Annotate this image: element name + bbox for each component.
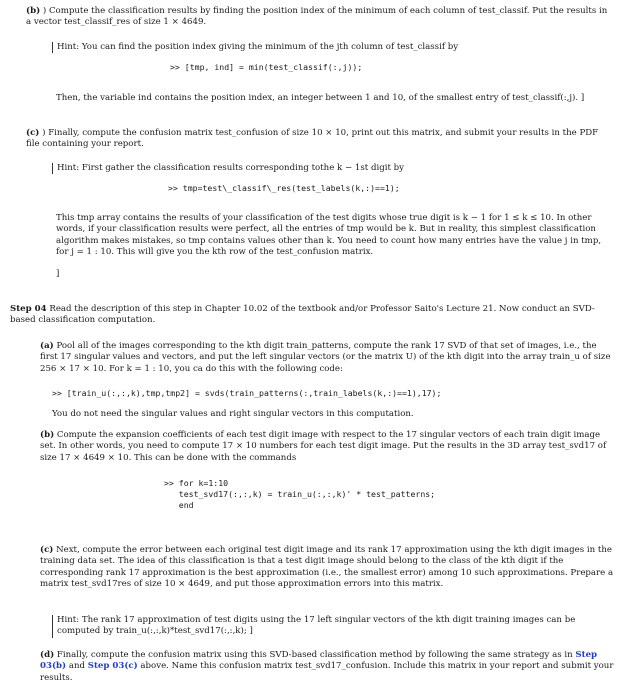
item-label: (b) [26,6,41,16]
item-text: Compute the expansion coefficients of each test digit image with respect to the 17 singular vectors of each train digit image set. In other words, you need to compute 17 × 10 numbers for each test digit image. Put the results in the 3D array test_svd17 of size 17 × 4649 × 10. This can be done with the commands [40,430,607,463]
step04 [10,304,615,327]
code-svds: >> [train_u(:,:,k),tmp,tmp2] = svds(train_patterns(:,train_labels(k,:)==1),17); [52,388,442,398]
hint-close-bracket: ] [56,269,60,279]
hint-text: Hint: The rank 17 approximation of test digits using the 17 left singular vectors of the kth digit training images can be computed by train_u(:,:,k)*test_svd17(:,:,k); ] [57,615,576,637]
item-text: ) Finally, compute the confusion matrix test_confusion of size 10 × 10, print out this matrix, and submit your results in the PDF file containing your report. [26,128,599,150]
item-label: (a) [40,341,54,351]
item-label: (c) [26,128,40,138]
item-text: Next, compute the error between each original test digit image and its rank 17 approximation using the kth digit images in the training data set. The idea of this classification is that a test digit image should belong to the class of the kth digit if the corresponding rank 17 approximation is the best approximation (i.e., the smallest error) among 10 such approximations. Prepare a matrix test_svd17res of size 10 × 4649, and put those approximation errors into this matrix. [40,545,614,590]
item-text: ) Compute the classification results by finding the position index of the minimum of each column of test_classif. Put the results in a vector test_classif_res of size 1 × 4649. [26,6,608,28]
item-text: Pool all of the images corresponding to the kth digit train_patterns, compute the rank 17 SVD of that set of images, i.e., the first 17 singular values and vectors, and put the left singular vectors (or the matrix U) of the kth digit into the array train_u of size 256 × 17 × 10. For k = 1 : 10, you ca do this with the following code: [40,341,611,374]
item-a-step04 [40,341,614,375]
item-label: (b) [40,430,55,440]
hint-c-step03 [52,163,615,174]
item-c-step04 [40,545,614,591]
item-label: (d) [40,650,55,660]
code-min: >> [tmp, ind] = min(test_classif(:,j)); [170,62,363,72]
link-step03c[interactable]: Step 03(c) [87,661,138,672]
after-b-step03: Then, the variable ind contains the position index, an integer between 1 and 10, of the smallest entry of test_classif(:,j). ] [56,93,585,103]
step-label: Step 04 [10,304,47,314]
item-c-step03 [26,128,614,151]
hint-c-step04 [52,615,617,638]
item-b-step03 [26,6,614,29]
step-text: Read the description of this step in Chapter 10.02 of the textbook and/or Professor Saito's Lecture 21. Now conduct an SVD-based classification computation. [10,304,595,326]
after-c-step03: This tmp array contains the results of your classification of the test digits whose true digit is k − 1 for 1 ≤ k ≤ 10. In other words, if your classification results were perfect, all the entries of tmp would be k. But in reality, this simplest classification algorithm makes mistakes, so tmp contains values other than k. You need to count how many entries have the value j in tmp, for j = 1 : 10. This will give you the kth row of the test_confusion matrix. [56,213,602,258]
code-for-loop: >> for k=1:10 test_svd17(:,:,k) = train_u(:,:,k)' * test_patterns; end [164,478,436,510]
hint-b-step03 [52,42,615,53]
item-d-step04: (d) Finally, compute the confusion matrix using this SVD-based classification method by following the same strategy as in Step 03(b) and Step 03(c) above. Name this confusion matrix test_svd17_confusion. Include this matrix in your report and submit your results. [40,650,614,683]
item-b-step04 [40,430,614,464]
hint-text: Hint: You can find the position index giving the minimum of the jth column of test_classif by [57,42,459,52]
item-label: (c) [40,545,54,555]
after-a-step04: You do not need the singular values and right singular vectors in this computation. [52,409,414,419]
hint-text: Hint: First gather the classification results corresponding tothe k − 1st digit by [57,163,404,173]
link-step03b[interactable]: Step 03(b) [40,650,598,672]
code-tmp: >> tmp=test\_classif\_res(test_labels(k,:)==1); [168,183,400,193]
